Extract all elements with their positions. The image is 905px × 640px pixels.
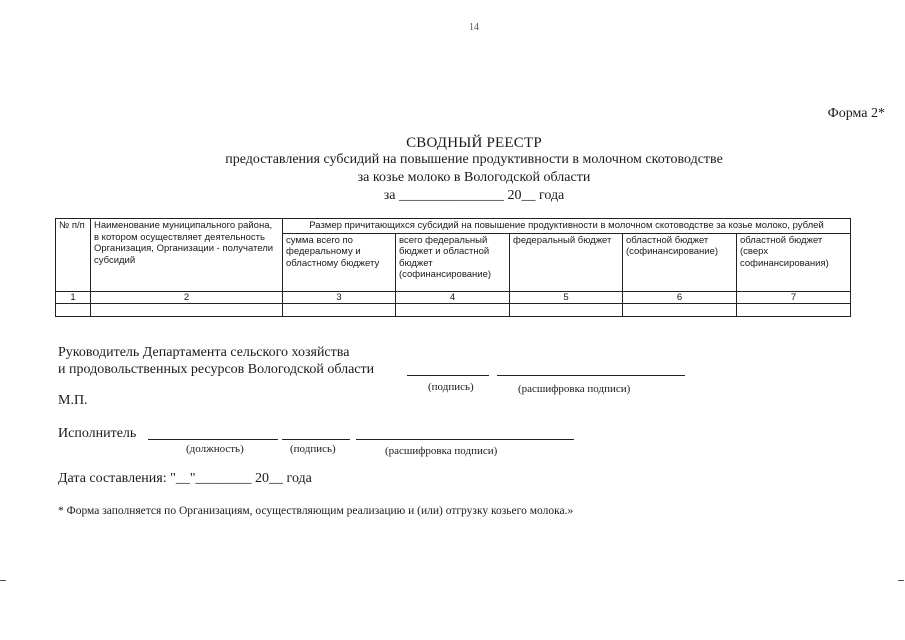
table-row bbox=[56, 303, 851, 316]
header-subcol-federal: федеральный бюджет bbox=[510, 233, 623, 291]
document-period-line: за _______________ 20__ года bbox=[383, 188, 565, 203]
head-title-line-2: и продовольственных ресурсов Вологодской области bbox=[58, 362, 375, 377]
stamp-place: М.П. bbox=[58, 393, 88, 408]
column-number-cell: 1 bbox=[56, 291, 91, 303]
head-decode-line bbox=[497, 375, 685, 376]
table-cell bbox=[396, 303, 510, 316]
header-col-district-name: Наименование муниципального района, в котором осуществляет деятельность Организация, Организации - получатели субсидий bbox=[91, 219, 283, 292]
footnote: * Форма заполняется по Организациям, осуществляющим реализацию и (или) отгрузку козьего молока.» bbox=[58, 505, 574, 517]
column-number-cell: 7 bbox=[737, 291, 851, 303]
executor-decode-caption: (расшифровка подписи) bbox=[385, 445, 498, 457]
table-cell bbox=[510, 303, 623, 316]
header-col-number: № п/п bbox=[56, 219, 91, 292]
page-number: 14 bbox=[469, 22, 479, 33]
table-cell bbox=[91, 303, 283, 316]
executor-label: Исполнитель bbox=[58, 426, 137, 441]
head-title-line-1: Руководитель Департамента сельского хозяйства bbox=[58, 345, 350, 360]
table-cell bbox=[283, 303, 396, 316]
executor-position-caption: (должность) bbox=[186, 443, 244, 455]
header-subcol-federal-regional: всего федеральный бюджет и областной бюджет (софинансирование) bbox=[396, 233, 510, 291]
table-cell bbox=[623, 303, 737, 316]
header-subcol-regional-cofinance: областной бюджет (софинансирование) bbox=[623, 233, 737, 291]
column-number-cell: 4 bbox=[396, 291, 510, 303]
head-decode-caption: (расшифровка подписи) bbox=[518, 383, 631, 395]
head-signature-line bbox=[407, 375, 489, 376]
table-cell bbox=[737, 303, 851, 316]
page-edge-mark bbox=[0, 580, 6, 581]
compilation-date: Дата составления: "__"________ 20__ года bbox=[58, 471, 312, 486]
registry-table bbox=[55, 218, 851, 317]
header-subcol-regional-extra: областной бюджет (сверх софинансирования) bbox=[737, 233, 851, 291]
header-col-subsidy-group: Размер причитающихся субсидий на повышение продуктивности в молочном скотоводстве за козье молоко, рублей bbox=[283, 219, 851, 234]
executor-signature-line bbox=[282, 439, 350, 440]
column-number-cell: 6 bbox=[623, 291, 737, 303]
document-subtitle-line-2: за козье молоко в Вологодской области bbox=[357, 170, 591, 185]
document-title: СВОДНЫЙ РЕЕСТР bbox=[406, 135, 542, 151]
header-subcol-total-sum: сумма всего по федеральному и областному бюджету bbox=[283, 233, 396, 291]
form-label: Форма 2* bbox=[827, 106, 885, 121]
page-edge-mark bbox=[898, 580, 904, 581]
table-cell bbox=[56, 303, 91, 316]
executor-signature-caption: (подпись) bbox=[290, 443, 336, 455]
executor-position-line bbox=[148, 439, 278, 440]
document-subtitle-line-1: предоставления субсидий на повышение продуктивности в молочном скотоводстве bbox=[225, 152, 723, 167]
column-number-cell: 2 bbox=[91, 291, 283, 303]
head-signature-caption: (подпись) bbox=[428, 381, 474, 393]
column-numbers-row bbox=[56, 291, 851, 303]
column-number-cell: 3 bbox=[283, 291, 396, 303]
executor-decode-line bbox=[356, 439, 574, 440]
column-number-cell: 5 bbox=[510, 291, 623, 303]
